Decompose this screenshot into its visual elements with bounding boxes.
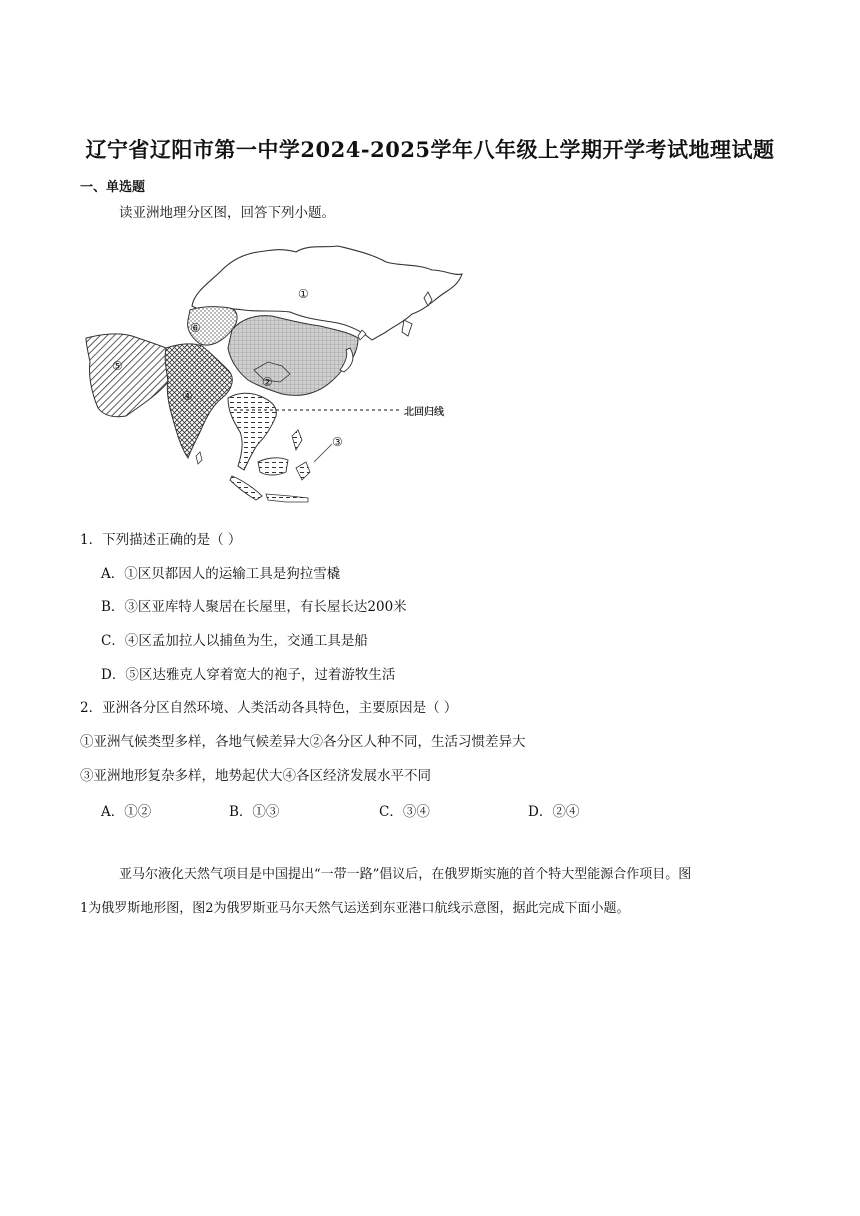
question-1-option-d: D．⑤区达雅克人穿着宽大的袍子，过着游牧生活 xyxy=(101,667,396,683)
region-west-asia xyxy=(86,334,168,417)
question-2-statement-line-2: ③亚洲地形复杂多样，地势起伏大④各区经济发展水平不同 xyxy=(80,768,431,784)
question-2-statement-line-1: ①亚洲气候类型多样，各地气候差异大②各分区人种不同，生活习惯差异大 xyxy=(80,734,526,750)
question-2-option-c: C．③④ xyxy=(379,804,430,820)
region-label-1: ① xyxy=(298,287,309,301)
region-label-4: ④ xyxy=(182,389,193,403)
region-east-asia xyxy=(228,316,358,396)
question-1-stem: 1．下列描述正确的是（ ） xyxy=(80,532,242,548)
region-south-asia xyxy=(165,344,232,458)
region-label-6: ⑥ xyxy=(190,321,201,335)
question-2-stem: 2．亚洲各分区自然环境、人类活动各具特色，主要原因是（ ） xyxy=(80,700,458,716)
page-title: 辽宁省辽阳市第一中学2024-2025学年八年级上学期开学考试地理试题 xyxy=(85,137,775,162)
question-1-option-c: C．④区孟加拉人以捕鱼为生，交通工具是船 xyxy=(101,633,368,649)
tropic-label: 北回归线 xyxy=(404,407,444,418)
region-label-5: ⑤ xyxy=(112,359,123,373)
intro-text-2-line-2: 1为俄罗斯地形图，图2为俄罗斯亚马尔天然气运送到东亚港口航线示意图，据此完成下面小题。 xyxy=(80,901,630,916)
question-2-option-d: D．②④ xyxy=(528,804,580,820)
question-1-option-a: A．①区贝都因人的运输工具是狗拉雪橇 xyxy=(101,566,341,582)
question-1-option-b: B．③区亚库特人聚居在长屋里，有长屋长达200米 xyxy=(101,599,407,615)
question-2-option-b: B．①③ xyxy=(229,804,280,820)
section-heading: 一、单选题 xyxy=(80,180,146,195)
intro-text-1: 读亚洲地理分区图，回答下列小题。 xyxy=(119,205,335,221)
asia-region-map xyxy=(82,240,478,510)
question-2-option-a: A．①② xyxy=(101,804,152,820)
region-label-3: ③ xyxy=(332,435,343,449)
region-label-2: ② xyxy=(262,375,273,389)
intro-text-2-line-1: 亚马尔液化天然气项目是中国提出“一带一路”倡议后，在俄罗斯实施的首个特大型能源合作项目。图 xyxy=(119,867,692,882)
